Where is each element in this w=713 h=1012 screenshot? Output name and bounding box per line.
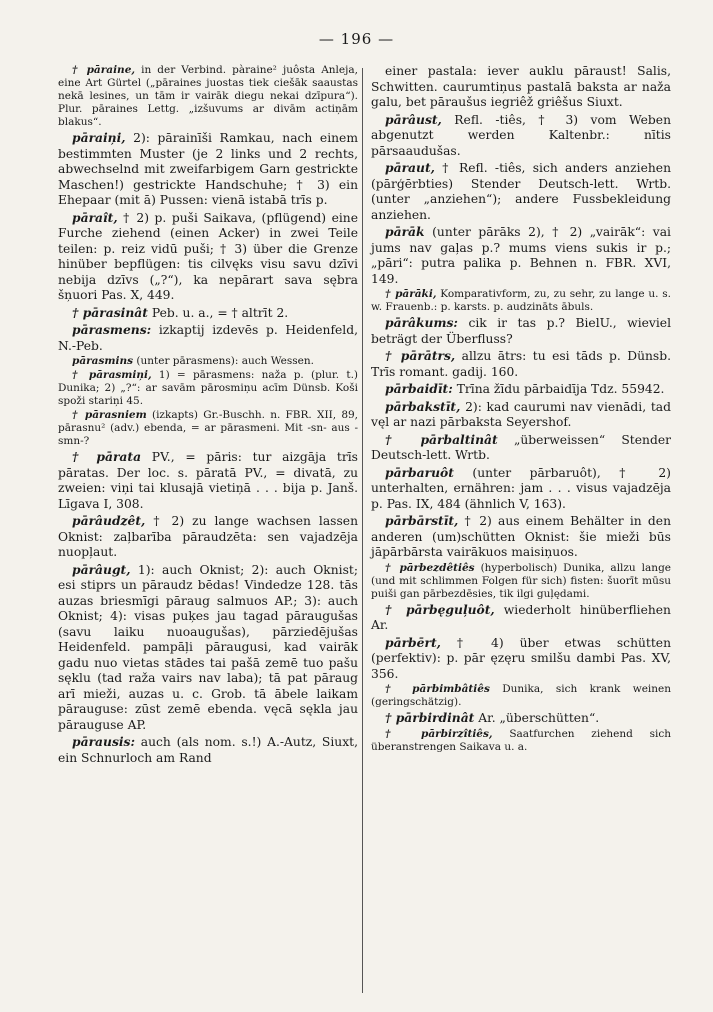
right-column: [371, 64, 671, 755]
dictionary-entry: [371, 432, 671, 464]
entry-text: † 4) über etwas schütten (perfektiv): p. pār ęzęru smilšu dambi Pas. XV, 356.: [371, 635, 671, 681]
entry-headword: † pārasmiņi,: [72, 369, 152, 381]
entry-text: Dunika, sich krank weinen (geringschätzig).: [371, 683, 672, 708]
entry-text: einer pastala: iever auklu pāraust! Salis, Schwitten. caurumtiņus pastalā baksta ar naža galu, bet pāraušus iegriêž griêšus Siuxt.: [371, 64, 671, 109]
entry-headword: † pāraine,: [72, 64, 136, 76]
dictionary-entry: [58, 355, 358, 368]
entry-headword: † pārasniem: [72, 409, 147, 421]
entry-text: 1) = pārasmens: naža p. (plur. t.) Dunika; 2) „?“: ar savām pārosmiņu acīm Dünsb. Koši spoži stariņi 45.: [58, 369, 359, 407]
entry-text: Refl. -tiês, † 3) vom Weben abgenutzt werden Kaltenbr.: nītis pārsaaudušas.: [371, 112, 671, 158]
entry-text: PV., = pāris: tur aizgāja trīs pāratas. Der loc. s. pāratā PV., = divatā, zu zweien: viņi tai klusajā vietiņā . . . bija p. Janš. Līgava I, 308.: [58, 450, 358, 511]
entry-headword: pārasmens:: [72, 322, 152, 337]
entry-headword: pārâust,: [385, 111, 442, 127]
entry-text: † 2) zu lange wachsen lassen Oknist: zaļbarība pāraudzēta: sen vajadzēja nuopļaut.: [58, 514, 358, 559]
entry-headword: pārasmins: [72, 355, 134, 367]
dictionary-entry: [58, 562, 358, 734]
entry-headword: † pārasinât: [72, 304, 148, 320]
left-column: [58, 64, 358, 767]
entry-text: † 2) aus einem Behälter in den anderen (um)schütten Oknist: šie mieži būs jāpārbārsta vairākuos maisiņuos.: [371, 514, 671, 559]
entry-headword: pārâkums:: [385, 315, 458, 330]
entry-headword: † pārbaltinât: [385, 431, 498, 447]
entry-headword: † pārbezdêtiês: [385, 561, 475, 574]
entry-text: cik ir tas p.? BielU., wieviel beträgt der Überfluss?: [371, 316, 671, 346]
entry-headword: † pārbęguļuôt,: [385, 601, 495, 617]
entry-text: (hyperbolisch) Dunika, allzu lange (und mit schlimmen Folgen für sich) fisten: šuorīt mūsu puiši gan pārbezdēsies, tik ilgi guļędami.: [371, 561, 672, 600]
entry-text: Saatfurchen ziehend sich überanstrengen Saikava u. a.: [371, 727, 672, 753]
entry-text: (izkapts) Gr.-Buschh. n. FBR. XII, 89, pārasnu² (adv.) ebenda, = ar pārasmeni. Mit -sn- aus -smn-?: [58, 409, 359, 447]
dictionary-entry: [58, 513, 358, 561]
page-number: — 196 —: [318, 30, 395, 48]
dictionary-entry: [371, 513, 671, 561]
entry-headword: pārbārstīt,: [385, 513, 459, 528]
entry-text: izkaptij izdevēs p. Heidenfeld, N.-Peb.: [58, 323, 358, 353]
entry-text: allzu ātrs: tu esi tāds p. Dünsb. Trīs romant. gadij. 160.: [371, 349, 671, 379]
entry-text: (unter pārāks 2), † 2) „vairāk“: vai jums nav gaļas p.? mums viens sukis ir p.; „pāri“: putra palika p. Behnen n. FBR. XVI, 149.: [371, 225, 671, 286]
entry-text: (unter pārbaruôt), † 2) unterhalten, ernähren: jam . . . visus vajadzēja p. Pas. IX, 484 (ähnlich V, 163).: [371, 465, 671, 511]
dictionary-entry: [371, 112, 671, 160]
entry-headword: † pārbirdinât: [385, 710, 475, 725]
dictionary-entry: [58, 734, 358, 766]
entry-text: 2): kad caurumi nav vienādi, tad vęl ar nazi pārbaksta Seyershof.: [371, 399, 671, 429]
entry-headword: pārbakstīt,: [385, 398, 461, 414]
entry-text: Ar. „überschütten“.: [478, 711, 600, 725]
entry-text: Komparativform, zu, zu sehr, zu lange u. s. w. Frauenb.: p. karsts. p. audzināts ābuls.: [371, 288, 671, 313]
dictionary-entry: [371, 315, 671, 347]
dictionary-entry: [371, 710, 671, 727]
dictionary-entry: [58, 130, 358, 209]
dictionary-entry: [371, 562, 671, 601]
dictionary-entry: [371, 288, 671, 314]
dictionary-entry: [371, 602, 671, 634]
dictionary-entry: [371, 64, 671, 111]
entry-text: (unter pārasmens): auch Wessen.: [136, 355, 314, 367]
entry-headword: † pārbimbâtiês: [385, 683, 490, 695]
entry-headword: pārāk: [385, 224, 425, 239]
entry-text: Trīna žīdu pārbaidīja Tdz. 55942.: [456, 382, 665, 396]
dictionary-entry: [58, 409, 358, 448]
dictionary-entry: [58, 369, 358, 408]
entry-headword: pāraît,: [72, 209, 118, 225]
entry-text: 1): auch Oknist; 2): auch Oknist; esi stiprs un pāraudz bēdas! Vindedze 128. tās auzas briesmīgi pāraug salmuos AP.; 3): auch Oknist; 4): visas puķes jau tagad pāraugušas (savu laiku nuoaugušas), pārziedējušas Heidenfeld. pampāļi pāraugusi, kad vairāk gadu nuo vietas stādes tai pašā zemē tuo pašu sęklu (tad raža vairs nav laba); tā pat pāraug arī mieži, auzas u. c. Grob. tā ābele laikam pārauguse: zūst zemē ebenda. vęcā sękla jau pārauguse AP.: [58, 562, 358, 732]
entry-headword: † pārātrs,: [385, 348, 456, 363]
entry-headword: † pārāki,: [385, 288, 437, 300]
entry-headword: † pārata: [72, 449, 142, 464]
entry-text: 2): pārainīši Ramkau, nach einem bestimmten Muster (je 2 links und 2 rechts, abwechselnd mit zweifarbigem Garn gestrickte Maschen!) gestrickte Handschuhe; † 3) ein Ehepaar (mit ā) Pussen: vienā istabā trīs p.: [58, 131, 358, 207]
entry-headword: pārâugt,: [72, 561, 131, 577]
column-divider: [362, 68, 363, 993]
entry-headword: pārbērt,: [385, 634, 441, 650]
entry-headword: pārausis:: [72, 734, 136, 749]
entry-text: † 2) p. puši Saikava, (pflügend) eine Furche ziehend (einen Acker) in zwei Teile teilen: p. reiz vidū puši; † 3) über die Grenze hinüber bepflügen: tis cilvęks visu savu dzīvi nebija dzīvs („?“), ka nepārart sava sębra šņuori Pas. X, 449.: [58, 210, 358, 302]
dictionary-entry: [371, 381, 671, 398]
dictionary-entry: [58, 305, 358, 322]
dictionary-entry: [371, 399, 671, 431]
dictionary-entry: [371, 160, 671, 223]
dictionary-entry: [371, 224, 671, 287]
dictionary-entry: [58, 64, 358, 129]
entry-text: auch (als nom. s.!) A.-Autz, Siuxt, ein Schnurloch am Rand: [58, 735, 358, 765]
dictionary-entry: [58, 322, 358, 354]
dictionary-entry: [58, 210, 358, 304]
dictionary-entry: [371, 465, 671, 513]
entry-headword: pārbaidīt:: [385, 381, 453, 396]
entry-headword: pāraut,: [385, 160, 435, 175]
entry-text: wiederholt hinüberfliehen Ar.: [371, 602, 671, 632]
entry-headword: † pārbirzîtiês,: [385, 727, 493, 740]
entry-headword: pārâudzêt,: [72, 513, 146, 528]
entry-headword: pārbaruôt: [385, 464, 454, 480]
entry-text: in der Verbind. pàraine² juôsta Anleja, eine Art Gürtel („pāraines juostas tiek ciešāk saaustas nekā lesines, un tām ir vairāk diegu nekai dzīpura“). Plur. pāraines Lettg. „izšuvums ar divām actiņām blakus“.: [58, 64, 358, 128]
dictionary-entry: [371, 635, 671, 683]
entry-headword: pāraiņi,: [72, 130, 126, 145]
dictionary-entry: [371, 348, 671, 380]
entry-text: Peb. u. a., = † altrīt 2.: [151, 305, 289, 320]
dictionary-entry: [371, 728, 671, 754]
entry-text: † Refl. -tiês, sich anders anziehen (pārģērbties) Stender Deutsch-lett. Wrtb. (unter „anziehen“); andere Fussbekleidung anziehen.: [371, 161, 671, 222]
dictionary-entry: [58, 449, 358, 512]
dictionary-entry: [371, 683, 671, 709]
entry-text: „überweissen“ Stender Deutsch-lett. Wrtb.: [371, 432, 671, 462]
